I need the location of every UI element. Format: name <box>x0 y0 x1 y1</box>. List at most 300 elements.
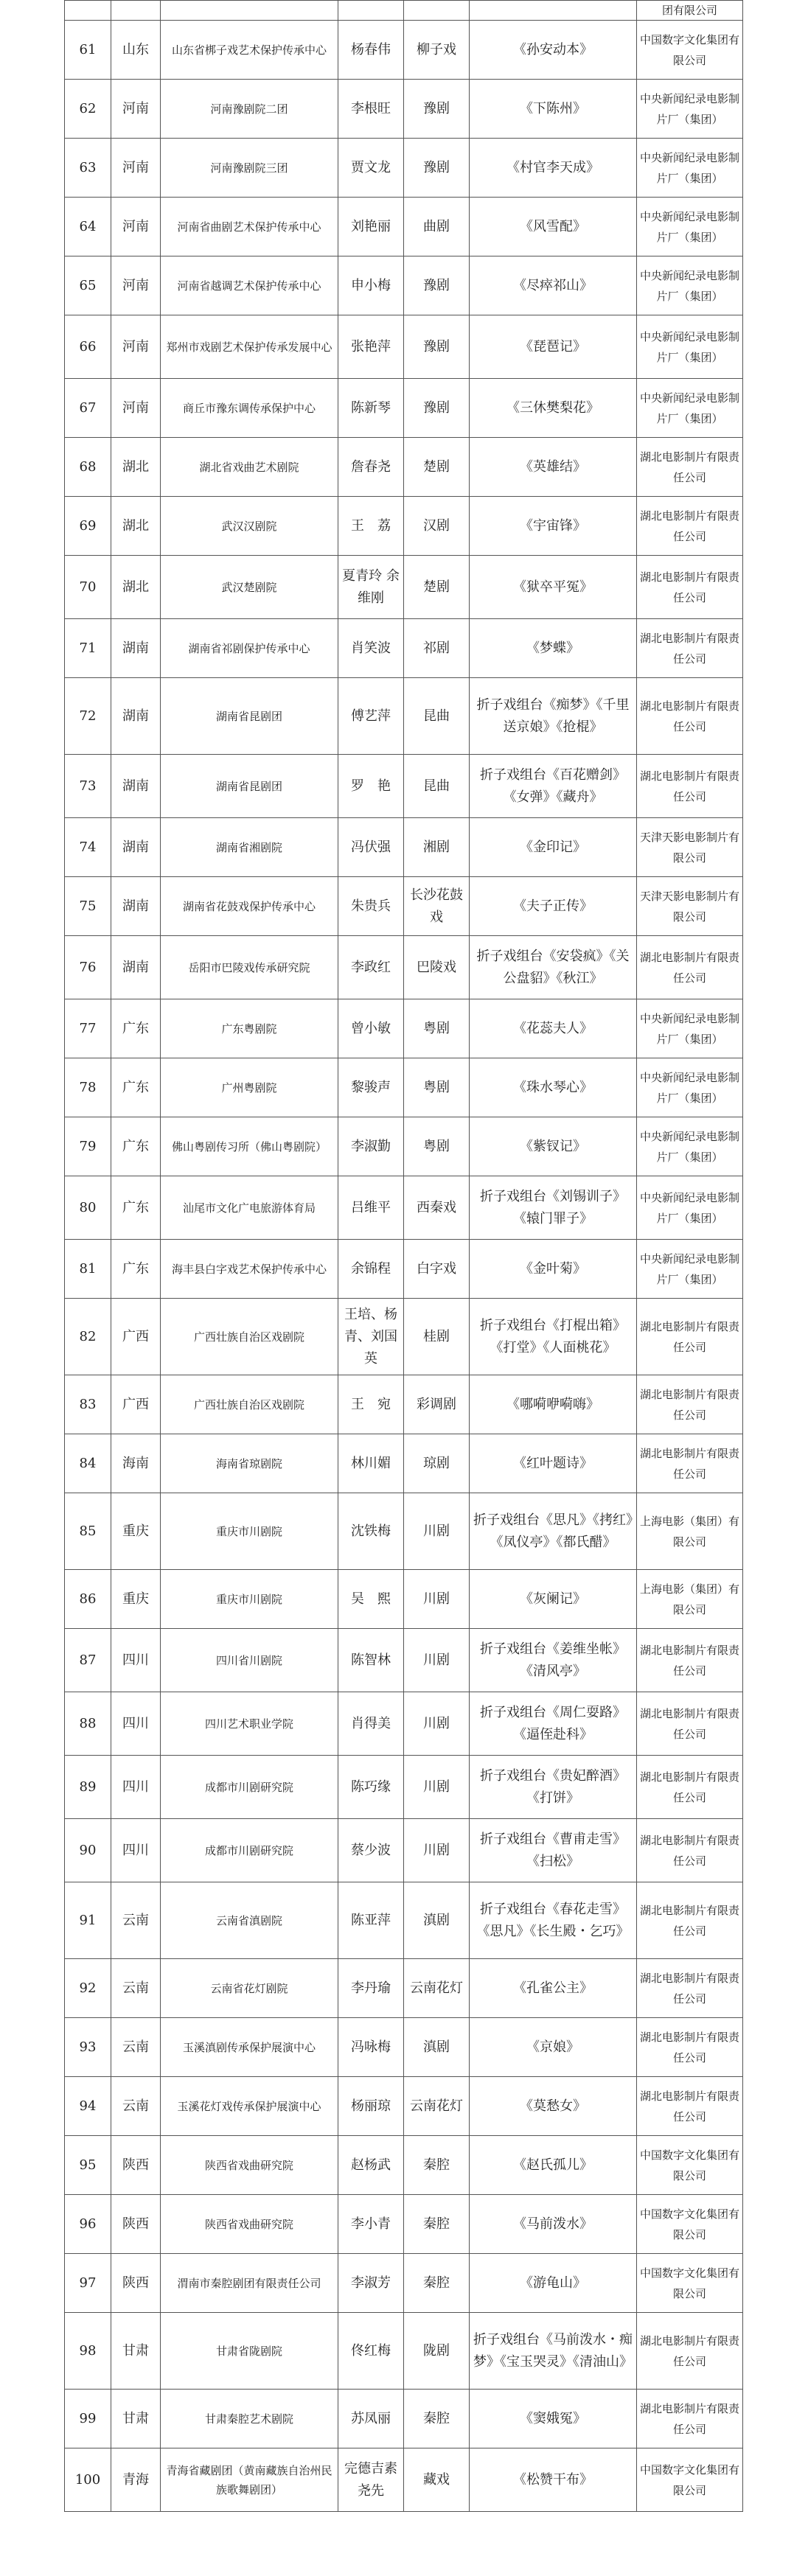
opera-genre-cell: 滇剧 <box>404 2018 470 2077</box>
row-number-cell: 64 <box>65 198 111 256</box>
row-number-cell: 89 <box>65 1756 111 1819</box>
province-cell: 山东 <box>111 21 161 80</box>
performing-unit-cell: 甘肃省陇剧院 <box>161 2313 338 2390</box>
table-row <box>65 1434 743 1493</box>
table-row <box>65 1882 743 1959</box>
row-number-cell: 92 <box>65 1959 111 2018</box>
performing-unit-cell: 重庆市川剧院 <box>161 1570 338 1629</box>
row-number-cell: 95 <box>65 2136 111 2195</box>
play-title-cell: 《狱卒平冤》 <box>470 556 637 619</box>
province-cell: 海南 <box>111 1434 161 1493</box>
performing-unit-cell: 湖南省昆剧团 <box>161 755 338 818</box>
province-cell: 湖北 <box>111 438 161 497</box>
table-row <box>65 818 743 877</box>
performing-unit-cell: 商丘市豫东调传承保护中心 <box>161 379 338 438</box>
production-company-cell: 中央新闻纪录电影制片厂（集团） <box>637 1240 743 1299</box>
actor-name-cell: 赵杨武 <box>338 2136 404 2195</box>
table-row <box>65 877 743 936</box>
performing-unit-cell: 湖南省湘剧院 <box>161 818 338 877</box>
play-title-cell: 折子戏组台《刘锡训子》《辕门罪子》 <box>470 1176 637 1240</box>
table-row <box>65 619 743 678</box>
actor-name-cell: 完德吉素尧先 <box>338 2448 404 2512</box>
production-company-cell: 中央新闻纪录电影制片厂（集团） <box>637 256 743 315</box>
production-company-cell: 中央新闻纪录电影制片厂（集团） <box>637 315 743 379</box>
performing-unit-cell: 广东粤剧院 <box>161 999 338 1058</box>
play-title-cell: 《莫愁女》 <box>470 2077 637 2136</box>
province-cell: 广东 <box>111 1117 161 1176</box>
table-row <box>65 139 743 198</box>
row-number-cell: 97 <box>65 2254 111 2313</box>
row-number-cell: 83 <box>65 1375 111 1434</box>
province-cell: 四川 <box>111 1692 161 1756</box>
play-title-cell: 《孔雀公主》 <box>470 1959 637 2018</box>
play-title-cell: 折子戏组台《打棍出箱》《打堂》《人面桃花》 <box>470 1299 637 1375</box>
province-cell: 河南 <box>111 256 161 315</box>
province-cell: 云南 <box>111 1882 161 1959</box>
production-company-cell: 湖北电影制片有限责任公司 <box>637 936 743 999</box>
table-row <box>65 1493 743 1570</box>
row-number-cell: 99 <box>65 2390 111 2448</box>
row-number-cell: 84 <box>65 1434 111 1493</box>
province-cell: 四川 <box>111 1819 161 1882</box>
table-row <box>65 1299 743 1375</box>
province-cell: 陕西 <box>111 2195 161 2254</box>
performing-unit-cell: 广州粤剧院 <box>161 1058 338 1117</box>
play-title-cell: 《金印记》 <box>470 818 637 877</box>
opera-film-list-table <box>64 0 743 2512</box>
province-cell: 云南 <box>111 2077 161 2136</box>
province-cell: 广东 <box>111 999 161 1058</box>
actor-name-cell: 李小青 <box>338 2195 404 2254</box>
actor-name-cell: 李丹瑜 <box>338 1959 404 2018</box>
production-company-cell: 中国数字文化集团有限公司 <box>637 2195 743 2254</box>
opera-genre-cell: 川剧 <box>404 1819 470 1882</box>
opera-genre-cell: 藏戏 <box>404 2448 470 2512</box>
performing-unit-cell: 武汉楚剧院 <box>161 556 338 619</box>
opera-genre-cell: 桂剧 <box>404 1299 470 1375</box>
play-title-cell: 《游龟山》 <box>470 2254 637 2313</box>
province-cell: 湖南 <box>111 678 161 755</box>
opera-genre-cell: 川剧 <box>404 1570 470 1629</box>
opera-genre-cell: 昆曲 <box>404 678 470 755</box>
opera-genre-cell: 陇剧 <box>404 2313 470 2390</box>
table-row <box>65 1959 743 2018</box>
production-company-cell: 湖北电影制片有限责任公司 <box>637 755 743 818</box>
performing-unit-cell: 重庆市川剧院 <box>161 1493 338 1570</box>
opera-genre-cell: 长沙花鼓戏 <box>404 877 470 936</box>
performing-unit-cell: 海丰县白字戏艺术保护传承中心 <box>161 1240 338 1299</box>
play-title-cell: 《梦蝶》 <box>470 619 637 678</box>
actor-name-cell: 曾小敏 <box>338 999 404 1058</box>
province-cell: 云南 <box>111 1959 161 2018</box>
province-cell: 河南 <box>111 315 161 379</box>
opera-genre-cell: 川剧 <box>404 1493 470 1570</box>
table-row <box>65 2136 743 2195</box>
table-row <box>65 556 743 619</box>
opera-genre-cell: 秦腔 <box>404 2136 470 2195</box>
play-title-cell: 《哪嗬咿嗬嗨》 <box>470 1375 637 1434</box>
performing-unit-cell: 四川省川剧院 <box>161 1629 338 1692</box>
production-company-cell: 湖北电影制片有限责任公司 <box>637 1819 743 1882</box>
play-title-cell: 折子戏组台《贵妃醉酒》《打饼》 <box>470 1756 637 1819</box>
province-cell: 重庆 <box>111 1493 161 1570</box>
production-company-cell: 中国数字文化集团有限公司 <box>637 2136 743 2195</box>
province-cell: 青海 <box>111 2448 161 2512</box>
table-row <box>65 80 743 139</box>
row-number-cell: 91 <box>65 1882 111 1959</box>
production-company-cell: 中国数字文化集团有限公司 <box>637 2448 743 2512</box>
production-company-cell: 湖北电影制片有限责任公司 <box>637 1299 743 1375</box>
production-company-cell: 湖北电影制片有限责任公司 <box>637 1692 743 1756</box>
production-company-cell: 天津天影电影制片有限公司 <box>637 877 743 936</box>
row-number-cell: 62 <box>65 80 111 139</box>
production-company-cell: 中央新闻纪录电影制片厂（集团） <box>637 80 743 139</box>
production-company-cell: 上海电影（集团）有限公司 <box>637 1493 743 1570</box>
performing-unit-cell: 云南省花灯剧院 <box>161 1959 338 2018</box>
production-company-cell: 中央新闻纪录电影制片厂（集团） <box>637 1117 743 1176</box>
row-number-cell: 77 <box>65 999 111 1058</box>
actor-name-cell: 杨春伟 <box>338 21 404 80</box>
opera-genre-cell: 楚剧 <box>404 438 470 497</box>
table-row <box>65 2195 743 2254</box>
opera-genre-cell: 豫剧 <box>404 315 470 379</box>
province-cell: 陕西 <box>111 2136 161 2195</box>
table-row <box>65 2390 743 2448</box>
table-row <box>65 2448 743 2512</box>
play-title-cell: 《孙安动本》 <box>470 21 637 80</box>
opera-genre-cell: 川剧 <box>404 1756 470 1819</box>
opera-genre-cell: 柳子戏 <box>404 21 470 80</box>
opera-genre-cell: 秦腔 <box>404 2195 470 2254</box>
row-number-cell: 76 <box>65 936 111 999</box>
opera-genre-cell: 昆曲 <box>404 755 470 818</box>
production-company-cell: 中央新闻纪录电影制片厂（集团） <box>637 139 743 198</box>
opera-genre-cell: 楚剧 <box>404 556 470 619</box>
actor-name-cell: 肖笑波 <box>338 619 404 678</box>
performing-unit-cell: 玉溪花灯戏传承保护展演中心 <box>161 2077 338 2136</box>
production-company-cell: 湖北电影制片有限责任公司 <box>637 556 743 619</box>
opera-genre-cell: 粤剧 <box>404 999 470 1058</box>
actor-name-cell: 夏青玲 余维刚 <box>338 556 404 619</box>
table-row <box>65 1692 743 1756</box>
production-company-cell: 湖北电影制片有限责任公司 <box>637 1756 743 1819</box>
actor-name-cell: 李政红 <box>338 936 404 999</box>
province-cell: 河南 <box>111 80 161 139</box>
row-number-cell: 98 <box>65 2313 111 2390</box>
actor-name-cell: 王培、杨青、刘国英 <box>338 1299 404 1375</box>
actor-name-cell: 沈铁梅 <box>338 1493 404 1570</box>
production-company-cell: 湖北电影制片有限责任公司 <box>637 619 743 678</box>
production-company-cell: 天津天影电影制片有限公司 <box>637 818 743 877</box>
play-title-cell: 折子戏组台《安袋疯》《关公盘貂》《秋江》 <box>470 936 637 999</box>
actor-name-cell: 吕维平 <box>338 1176 404 1240</box>
row-number-cell: 78 <box>65 1058 111 1117</box>
province-cell: 甘肃 <box>111 2390 161 2448</box>
row-number-cell: 90 <box>65 1819 111 1882</box>
opera-genre-cell: 琼剧 <box>404 1434 470 1493</box>
opera-genre-cell: 豫剧 <box>404 256 470 315</box>
actor-name-cell: 王 宛 <box>338 1375 404 1434</box>
actor-name-cell: 李根旺 <box>338 80 404 139</box>
actor-name-cell: 陈巧缘 <box>338 1756 404 1819</box>
actor-name-cell: 贾文龙 <box>338 139 404 198</box>
production-company-cell: 湖北电影制片有限责任公司 <box>637 1629 743 1692</box>
production-company-cell: 上海电影（集团）有限公司 <box>637 1570 743 1629</box>
performing-unit-cell: 渭南市秦腔剧团有限责任公司 <box>161 2254 338 2313</box>
actor-name-cell: 林川媚 <box>338 1434 404 1493</box>
performing-unit-cell: 成都市川剧研究院 <box>161 1819 338 1882</box>
production-company-cell: 中国数字文化集团有限公司 <box>637 2254 743 2313</box>
table-row <box>65 379 743 438</box>
play-title-cell: 折子戏组台《痴梦》《千里送京娘》《抢棍》 <box>470 678 637 755</box>
performing-unit-cell: 郑州市戏剧艺术保护传承发展中心 <box>161 315 338 379</box>
table-row <box>65 2254 743 2313</box>
production-company-cell: 湖北电影制片有限责任公司 <box>637 2390 743 2448</box>
opera-genre-cell: 秦腔 <box>404 2390 470 2448</box>
province-cell: 湖南 <box>111 936 161 999</box>
play-title-cell: 折子戏组台《思凡》《拷红》《凤仪亭》《都氏醋》 <box>470 1493 637 1570</box>
play-title-cell: 《夫子正传》 <box>470 877 637 936</box>
production-company-cell: 中央新闻纪录电影制片厂（集团） <box>637 999 743 1058</box>
table-row <box>65 2313 743 2390</box>
row-number-cell: 61 <box>65 21 111 80</box>
actor-name-cell: 冯伏强 <box>338 818 404 877</box>
opera-genre-cell: 西秦戏 <box>404 1176 470 1240</box>
performing-unit-cell: 陕西省戏曲研究院 <box>161 2136 338 2195</box>
performing-unit-cell: 广西壮族自治区戏剧院 <box>161 1299 338 1375</box>
opera-genre-cell: 汉剧 <box>404 497 470 556</box>
table-row <box>65 438 743 497</box>
actor-name-cell: 申小梅 <box>338 256 404 315</box>
row-number-cell: 96 <box>65 2195 111 2254</box>
actor-name-cell: 黎骏声 <box>338 1058 404 1117</box>
table-row <box>65 1176 743 1240</box>
production-company-cell: 湖北电影制片有限责任公司 <box>637 497 743 556</box>
production-company-cell: 湖北电影制片有限责任公司 <box>637 1434 743 1493</box>
production-company-cell: 湖北电影制片有限责任公司 <box>637 678 743 755</box>
table-row <box>65 1570 743 1629</box>
row-number-cell: 67 <box>65 379 111 438</box>
table-row <box>65 21 743 80</box>
province-cell: 湖北 <box>111 497 161 556</box>
performing-unit-cell: 武汉汉剧院 <box>161 497 338 556</box>
row-number-cell: 68 <box>65 438 111 497</box>
play-title-cell: 《灰阑记》 <box>470 1570 637 1629</box>
table-row <box>65 198 743 256</box>
province-cell: 广东 <box>111 1058 161 1117</box>
performing-unit-cell: 湖南省祁剧保护传承中心 <box>161 619 338 678</box>
performing-unit-cell: 甘肃秦腔艺术剧院 <box>161 2390 338 2448</box>
play-title-cell: 折子戏组台《周仁耍路》《逼侄赴科》 <box>470 1692 637 1756</box>
play-title-cell: 折子戏组台《曹甫走雪》《扫松》 <box>470 1819 637 1882</box>
row-number-cell: 88 <box>65 1692 111 1756</box>
actor-name-cell: 张艳萍 <box>338 315 404 379</box>
actor-name-cell: 詹春尧 <box>338 438 404 497</box>
table-row <box>65 755 743 818</box>
province-cell: 四川 <box>111 1629 161 1692</box>
actor-name-cell: 余锦程 <box>338 1240 404 1299</box>
row-number-cell: 74 <box>65 818 111 877</box>
production-company-cell: 湖北电影制片有限责任公司 <box>637 2313 743 2390</box>
table-row-fragment <box>65 1 743 21</box>
play-title-cell: 《赵氏孤儿》 <box>470 2136 637 2195</box>
play-title-cell: 折子戏组台《姜维坐帐》《清风亭》 <box>470 1629 637 1692</box>
province-cell: 重庆 <box>111 1570 161 1629</box>
actor-name-cell: 蔡少波 <box>338 1819 404 1882</box>
play-title-cell: 《三休樊梨花》 <box>470 379 637 438</box>
actor-name-cell: 陈亚萍 <box>338 1882 404 1959</box>
actor-name-cell: 刘艳丽 <box>338 198 404 256</box>
production-company-cell: 团有限公司 <box>637 1 743 21</box>
actor-name-cell: 冯咏梅 <box>338 2018 404 2077</box>
actor-name-cell: 陈新琴 <box>338 379 404 438</box>
opera-genre-cell: 豫剧 <box>404 379 470 438</box>
actor-name-cell: 王 荔 <box>338 497 404 556</box>
table-row <box>65 1629 743 1692</box>
opera-genre-cell: 豫剧 <box>404 80 470 139</box>
production-company-cell: 湖北电影制片有限责任公司 <box>637 438 743 497</box>
row-number-cell: 71 <box>65 619 111 678</box>
province-cell: 广西 <box>111 1299 161 1375</box>
row-number-cell: 86 <box>65 1570 111 1629</box>
row-number-cell: 66 <box>65 315 111 379</box>
play-title-cell: 《尽瘁祁山》 <box>470 256 637 315</box>
province-cell: 云南 <box>111 2018 161 2077</box>
province-cell: 湖南 <box>111 619 161 678</box>
row-number-cell: 85 <box>65 1493 111 1570</box>
row-number-cell: 80 <box>65 1176 111 1240</box>
row-number-cell: 65 <box>65 256 111 315</box>
performing-unit-cell: 山东省梆子戏艺术保护传承中心 <box>161 21 338 80</box>
performing-unit-cell: 四川艺术职业学院 <box>161 1692 338 1756</box>
opera-genre-cell: 白字戏 <box>404 1240 470 1299</box>
performing-unit-cell: 云南省滇剧院 <box>161 1882 338 1959</box>
opera-genre-cell: 曲剧 <box>404 198 470 256</box>
production-company-cell: 中国数字文化集团有限公司 <box>637 21 743 80</box>
play-title-cell: 《英雄结》 <box>470 438 637 497</box>
opera-genre-cell: 湘剧 <box>404 818 470 877</box>
row-number-cell: 87 <box>65 1629 111 1692</box>
row-number-cell: 79 <box>65 1117 111 1176</box>
play-title-cell: 《花蕊夫人》 <box>470 999 637 1058</box>
row-number-cell: 93 <box>65 2018 111 2077</box>
row-number-cell: 69 <box>65 497 111 556</box>
performing-unit-cell: 青海省藏剧团（黄南藏族自治州民族歌舞剧团） <box>161 2448 338 2512</box>
production-company-cell: 湖北电影制片有限责任公司 <box>637 2018 743 2077</box>
actor-name-cell: 朱贵兵 <box>338 877 404 936</box>
opera-genre-cell: 秦腔 <box>404 2254 470 2313</box>
performing-unit-cell: 汕尾市文化广电旅游体育局 <box>161 1176 338 1240</box>
table-row <box>65 999 743 1058</box>
performing-unit-cell: 岳阳市巴陵戏传承研究院 <box>161 936 338 999</box>
opera-genre-cell: 巴陵戏 <box>404 936 470 999</box>
play-title-cell: 《宇宙锋》 <box>470 497 637 556</box>
row-number-cell: 72 <box>65 678 111 755</box>
opera-genre-cell: 云南花灯 <box>404 2077 470 2136</box>
table-row <box>65 1756 743 1819</box>
province-cell: 广东 <box>111 1176 161 1240</box>
opera-genre-cell: 粤剧 <box>404 1117 470 1176</box>
row-number-cell: 73 <box>65 755 111 818</box>
play-title-cell: 《村官李天成》 <box>470 139 637 198</box>
actor-name-cell: 李淑芳 <box>338 2254 404 2313</box>
performing-unit-cell: 湖北省戏曲艺术剧院 <box>161 438 338 497</box>
province-cell: 广西 <box>111 1375 161 1434</box>
opera-genre-cell: 彩调剧 <box>404 1375 470 1434</box>
province-cell: 四川 <box>111 1756 161 1819</box>
table-row <box>65 936 743 999</box>
row-number-cell: 100 <box>65 2448 111 2512</box>
production-company-cell: 湖北电影制片有限责任公司 <box>637 1375 743 1434</box>
actor-name-cell: 苏凤丽 <box>338 2390 404 2448</box>
province-cell: 湖南 <box>111 877 161 936</box>
play-title-cell: 折子戏组台《百花赠剑》《女弹》《藏舟》 <box>470 755 637 818</box>
play-title-cell: 折子戏组台《马前泼水・痴梦》《宝玉哭灵》《清油山》 <box>470 2313 637 2390</box>
production-company-cell: 湖北电影制片有限责任公司 <box>637 1882 743 1959</box>
actor-name-cell: 肖得美 <box>338 1692 404 1756</box>
performing-unit-cell: 河南豫剧院二团 <box>161 80 338 139</box>
performing-unit-cell: 陕西省戏曲研究院 <box>161 2195 338 2254</box>
row-number-cell: 63 <box>65 139 111 198</box>
province-cell: 河南 <box>111 198 161 256</box>
province-cell: 陕西 <box>111 2254 161 2313</box>
production-company-cell: 中央新闻纪录电影制片厂（集团） <box>637 1176 743 1240</box>
opera-genre-cell: 云南花灯 <box>404 1959 470 2018</box>
production-company-cell: 湖北电影制片有限责任公司 <box>637 1959 743 2018</box>
performing-unit-cell: 河南省越调艺术保护传承中心 <box>161 256 338 315</box>
performing-unit-cell: 成都市川剧研究院 <box>161 1756 338 1819</box>
production-company-cell: 中央新闻纪录电影制片厂（集团） <box>637 379 743 438</box>
opera-genre-cell: 祁剧 <box>404 619 470 678</box>
play-title-cell: 《松赞干布》 <box>470 2448 637 2512</box>
play-title-cell: 《琵琶记》 <box>470 315 637 379</box>
production-company-cell: 中央新闻纪录电影制片厂（集团） <box>637 198 743 256</box>
row-number-cell: 82 <box>65 1299 111 1375</box>
row-number-cell: 94 <box>65 2077 111 2136</box>
play-title-cell: 《窦娥冤》 <box>470 2390 637 2448</box>
province-cell: 河南 <box>111 379 161 438</box>
province-cell: 湖南 <box>111 818 161 877</box>
table-row <box>65 1058 743 1117</box>
actor-name-cell: 杨丽琼 <box>338 2077 404 2136</box>
performing-unit-cell: 佛山粤剧传习所（佛山粤剧院） <box>161 1117 338 1176</box>
province-cell: 湖北 <box>111 556 161 619</box>
performing-unit-cell: 玉溪滇剧传承保护展演中心 <box>161 2018 338 2077</box>
performing-unit-cell: 海南省琼剧院 <box>161 1434 338 1493</box>
table-row <box>65 1375 743 1434</box>
province-cell: 甘肃 <box>111 2313 161 2390</box>
actor-name-cell: 罗 艳 <box>338 755 404 818</box>
opera-genre-cell: 滇剧 <box>404 1882 470 1959</box>
table-row <box>65 2018 743 2077</box>
opera-genre-cell: 粤剧 <box>404 1058 470 1117</box>
province-cell: 湖南 <box>111 755 161 818</box>
row-number-cell: 75 <box>65 877 111 936</box>
actor-name-cell: 吴 熙 <box>338 1570 404 1629</box>
play-title-cell: 《马前泼水》 <box>470 2195 637 2254</box>
production-company-cell: 中央新闻纪录电影制片厂（集团） <box>637 1058 743 1117</box>
play-title-cell: 《红叶题诗》 <box>470 1434 637 1493</box>
play-title-cell: 《紫钗记》 <box>470 1117 637 1176</box>
play-title-cell: 《风雪配》 <box>470 198 637 256</box>
actor-name-cell: 傅艺萍 <box>338 678 404 755</box>
table-row <box>65 1240 743 1299</box>
performing-unit-cell: 湖南省昆剧团 <box>161 678 338 755</box>
play-title-cell: 折子戏组台《春花走雪》《思凡》《长生殿・乞巧》 <box>470 1882 637 1959</box>
table-row <box>65 497 743 556</box>
row-number-cell: 70 <box>65 556 111 619</box>
play-title-cell: 《金叶菊》 <box>470 1240 637 1299</box>
